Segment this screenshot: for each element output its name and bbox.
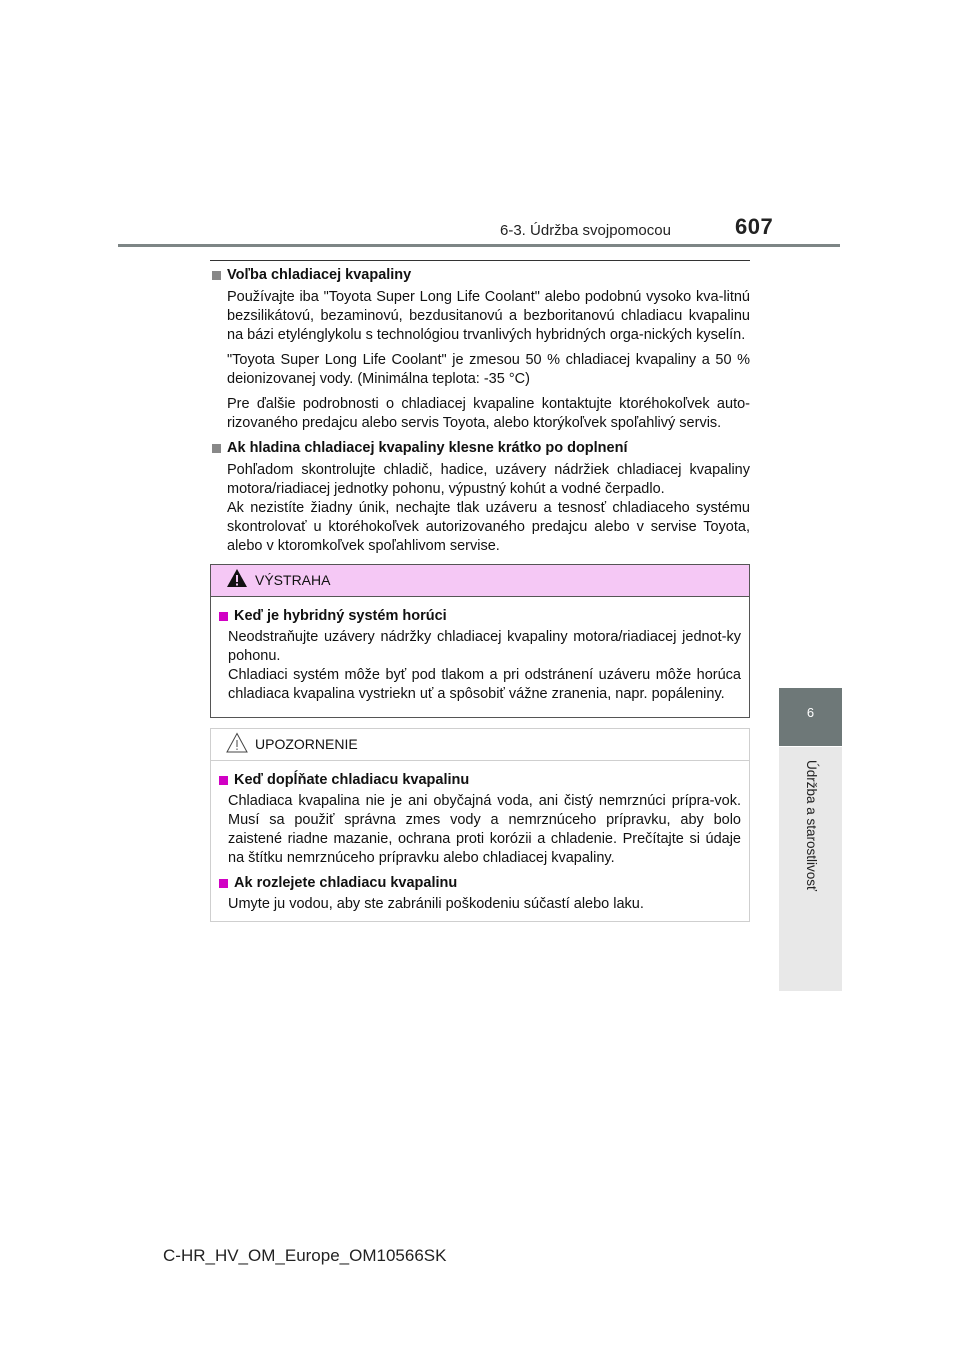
- content-top-rule: [210, 260, 750, 261]
- warning-body: [211, 597, 749, 704]
- paragraph: "Toyota Super Long Life Coolant" je zmesou 50 % chladiacej kvapaliny a 50 % deionizovanej vody. (Minimálna teplota: -35 °C): [227, 352, 750, 387]
- paragraph: Chladiaci systém môže byť pod tlakom a pri odstránení uzáveru môže horúca chladiaca kvapalina vystriekn uť a spôsobiť vážne zranenia, napr. popáleniny.: [228, 667, 741, 702]
- caution-triangle-icon: [226, 732, 248, 754]
- header-section-title: 6-3. Údržba svojpomocou: [500, 222, 671, 239]
- section-heading: Voľba chladiacej kvapaliny: [210, 266, 750, 285]
- warning-title: VÝSTRAHA: [255, 572, 331, 588]
- square-bullet-icon: [219, 612, 228, 621]
- square-bullet-icon: [219, 776, 228, 785]
- caution-box-header: [211, 729, 749, 761]
- paragraph: Pre ďalšie podrobnosti o chladiacej kvapaline kontaktujte ktoréhokoľvek auto-rizovaného predajcu alebo servis Toyota, alebo ktorýkoľvek spoľahlivý servis.: [227, 396, 750, 431]
- paragraph: Neodstraňujte uzávery nádržky chladiacej kvapaliny motora/riadiacej jednot-ky pohonu.: [228, 629, 741, 664]
- chapter-number: 6: [806, 705, 815, 720]
- section-heading: Ak hladina chladiacej kvapaliny klesne krátko po doplnení: [210, 439, 750, 458]
- footer-doc-code: C-HR_HV_OM_Europe_OM10566SK: [163, 1246, 447, 1265]
- caution-title: UPOZORNENIE: [255, 736, 358, 752]
- square-bullet-icon: [219, 879, 228, 888]
- paragraph: Ak nezistíte žiadny únik, nechajte tlak uzáveru a tesnosť chladiaceho systému skontrolovať u ktoréhokoľvek autorizovaného predajcu alebo v servise Toyota, alebo v ktoromkoľvek spoľahlivom servise.: [227, 500, 750, 554]
- caution-body: [211, 761, 749, 914]
- warning-box: [210, 564, 750, 718]
- section-coolant-level-drop: [210, 439, 750, 556]
- warning-box-header: [211, 565, 749, 597]
- section-coolant-choice: [210, 266, 750, 433]
- chapter-title: Údržba a starostlivosť: [804, 760, 819, 892]
- main-content: [210, 266, 750, 562]
- paragraph: Pohľadom skontrolujte chladič, hadice, uzávery nádržiek chladiacej kvapaliny motora/riadiacej jednotky pohonu, výpustný kohút a vodné čerpadlo.: [227, 462, 750, 497]
- page-number: 607: [735, 214, 774, 239]
- square-bullet-icon: [212, 444, 221, 453]
- paragraph: Používajte iba "Toyota Super Long Life Coolant" alebo podobnú vysoko kva-litnú bezsilikátovú, bezaminovú, bezdusitanovú a bezboritanovú chladiacu kvapalinu na bázi etylénglykolu s technológiou trvanlivých hybridných orga-nických kyselín.: [227, 289, 750, 343]
- caution-box: [210, 728, 750, 922]
- paragraph: Chladiaca kvapalina nie je ani obyčajná voda, ani čistý nemrznúci prípra-vok. Musí sa použiť správna zmes vody a nemrznúceho prípravku, aby bolo zaistené riadne mazanie, ochrana proti korózii a chladenie. Prečítajte si údaje na štítku nemrznúceho prípravku alebo chladiacej kvapaliny.: [228, 793, 741, 866]
- header-rule: [118, 244, 840, 247]
- chapter-tab: [779, 688, 842, 746]
- paragraph: Umyte ju vodou, aby ste zabránili poškodeniu súčastí alebo laku.: [228, 896, 644, 912]
- caution-heading: Ak rozlejete chladiacu kvapalinu: [217, 874, 743, 893]
- warning-heading: Keď je hybridný systém horúci: [217, 607, 743, 626]
- square-bullet-icon: [212, 271, 221, 280]
- warning-triangle-icon: [226, 568, 248, 588]
- caution-heading: Keď dopĺňate chladiacu kvapalinu: [217, 771, 743, 790]
